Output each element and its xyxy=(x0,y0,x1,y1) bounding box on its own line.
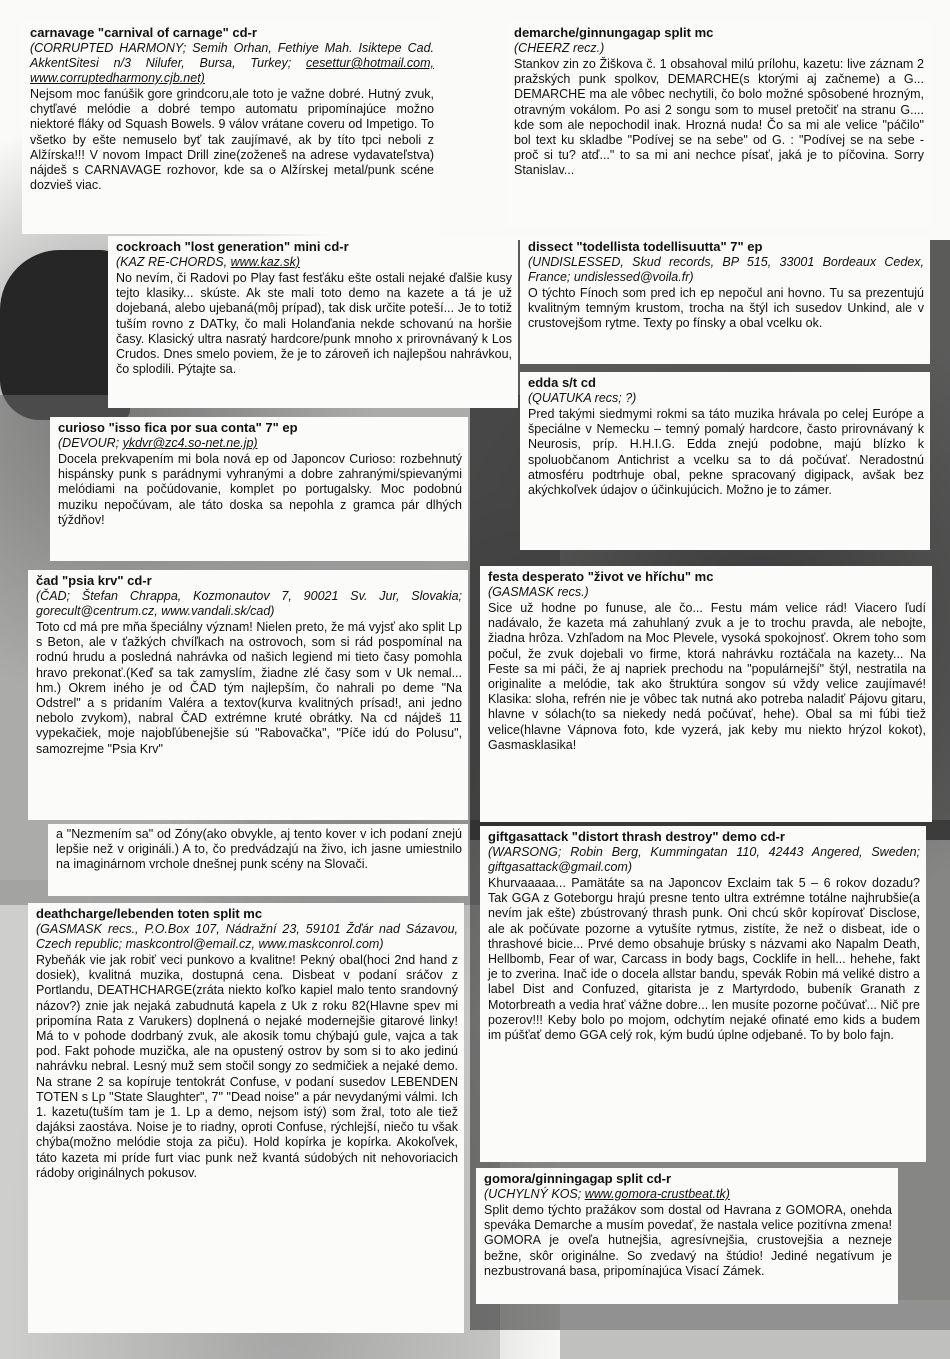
review-title: festa desperato "život ve hříchu" mc xyxy=(488,569,714,584)
review-label-info: (QUATUKA recs; ?) xyxy=(528,391,637,405)
review-label-info: (KAZ RE-CHORDS, www.kaz.sk) xyxy=(116,255,301,269)
review-text: Rybeňák vie jak robiť veci punkovo a kvalitne! Pekný obal(hoci 2nd hand z dosiek), kvalitná muzika, dostupná cena. Disbeat v podaní sráčov z Portlandu, DEATHCHARGE(zráta niekto koľko kapiel malo tento srandovný názov?) znie jak nejaká zabudnutá kapela z Uk z roku 82(Hlavne spev mi pripomína Rata z Varukers) doplnená o nejaké modernejšie gitarové linky! Má to v pohode dodrbaný zvuk, ale akosik tomu chýbajú gule, vajca a tak pod. Fakt pohode muzička, ale na opustený ostrov by som si to ako jedinú nahrávku nebral. Lesný muž sem stočil songy zo sedmičiek a nejaké demo. Na strane 2 sa kopíruje tentokrát Confuse, v podaní susedov LEBENDEN TOTEN s Lp "State Slaughter", 7" "Dead noise" a pár nevydanými válmi. Ich 1. kazetu(tuším tam je 1. Lp a demo, nejsom istý) som žral, toto ale tiež dajáksi zaostáva. Noise je to riadny, oproti Confuse, rýchlejší, niečo tu však chýba(možno melódie stoja za piču). Hold kopírka je kopírka. Akokoľvek, táto kazeta mi príde furt viac punk než kvantá súdobých nit nehovoriacich rádoby originálnych pokusov. xyxy=(36,953,458,1180)
review-edda xyxy=(520,372,930,550)
review-text: Split demo týchto pražákov som dostal od Havrana z GOMORA, onehda speváka Demarche a musím povedať, že nastala velice pozitívna zmena! GOMORA je oveľa hutnejšia, agresívnejšia, crustovejšia a nezneje bežne, skôr originálne. So zvedavý na štúdio! Jediné negatívum je nezbustrovaná basa, pripomínajúca Visací Zámek. xyxy=(484,1203,892,1278)
review-label-info: (UNDISLESSED, Skud records, BP 515, 33001 Bordeaux Cedex, France; undislessed@voila.fr) xyxy=(528,255,924,284)
review-title: giftgasattack "distort thrash destroy" demo cd-r xyxy=(488,829,785,844)
review-text: a "Nezmením sa" od Zóny(ako obvykle, aj tento kover v ich podaní znejú lepšie než v origináli.) A to, čo predvádzajú na živo, ich jasne umiestnilo na imaginárnom vrchole dnešnej punk scény na Slovači. xyxy=(56,827,462,872)
review-text: O týchto Fínoch som pred ich ep nepočul ani hovno. Tu sa prezentujú kvalitným temným krustom, trocha na štýl ich susedov Unkind, ale v crustovejšom rytme. Texty po fínsky a obal vcelku ok. xyxy=(528,286,924,331)
review-curioso xyxy=(50,417,468,561)
review-title: edda s/t cd xyxy=(528,375,596,390)
review-label-info: (ČAD; Štefan Chrappa, Kozmonautov 7, 90021 Sv. Jur, Slovakia; gorecult@centrum.cz, www.vandali.sk/cad) xyxy=(36,589,462,618)
review-title: čad "psia krv" cd-r xyxy=(36,573,152,588)
review-text: No nevím, či Radovi po Play fast fesťáku ešte ostali nejaké ďalšie kusy tejto klasiky... skúste. Ak ste mali toto demo na kazete a tá je už dojebaná, alebo ujebaná(môj prípad), tak disk určite poteší... Je to totiž tuším rovno z DATky, čo mali Holanďania nekde schovanú na horšie časy. Klasický ultra nasratý hardcore/punk mnoho x prirovnávaný k Los Crudos. Dnes smelo poviem, že je to zároveň ich najlepšou nahrávkou, čo splodili. Pýtajte sa. xyxy=(116,271,512,377)
review-label-info: (WARSONG; Robin Berg, Kummingatan 110, 42443 Angered, Sweden; giftgasattack@gmail.com) xyxy=(488,845,920,874)
review-title: curioso "isso fica por sua conta" 7" ep xyxy=(58,420,298,435)
review-festa-desperato xyxy=(480,566,932,822)
review-label-info: (CHEERZ recz.) xyxy=(514,41,605,55)
review-text: Nejsom moc fanúšik gore grindcoru,ale toto je važne dobré. Hutný zvuk, chytľavé melódie a dobré tempo automatu pripomínajúce možno niektoré fláky od Squash Bowels. 9 válov vrátane coveru od Impetigo. To všetko by ešte nemuselo byť tak zaujímavé, ak by títo tpci neboli z Alžírska!!! V novom Impact Drill zine(zoženeš na adrese vydavateľstva) nájdeš s CARNAVAGE rozhovor, kde sa o Alžírskej metal/punk scéne dozvieš viac. xyxy=(30,87,434,193)
review-demarche xyxy=(506,22,930,228)
review-cockroach xyxy=(108,236,518,408)
review-dissect xyxy=(520,236,930,364)
review-label-info: (GASMASK recs., P.O.Box 107, Nádražní 23, 59101 Žďár nad Sázavou, Czech republic; maskcontrol@email.cz, www.maskconrol.com) xyxy=(36,922,458,951)
review-label-info: (CORRUPTED HARMONY; Semih Orhan, Fethiye Mah. Isiktepe Cad. AkkentSitesi n/3 Nilufer, Bursa, Turkey; cesettur@hotmail.com, www.corruptedharmony.cjb.net) xyxy=(30,41,434,85)
review-cad xyxy=(28,570,468,820)
review-title: gomora/ginningagap split cd-r xyxy=(484,1171,672,1186)
review-title: cockroach "lost generation" mini cd-r xyxy=(116,239,349,254)
review-text: Sice už hodne po funuse, ale čo... Festu mám velice rád! Viacero ľudí nadávalo, že kazeta má zahuhlaný zvuk a je to trochu pravda, ale nebojte, žiadna hrôza. Vzhľadom na Moc Plevele, vysoká spokojnosť. Okrem toho som počul, že zvuk dojebali vo firme, ktorá nahrávku roztáčala na kazety... Na Feste sa mi páči, že aj napriek prechodu na "populárnejší" štýl, nestratila na originalite a melódie, tak ako štruktúra songov sú vždy velice zaujímavé! Klasika: sloha, refrén nie je vôbec tak nutná ako potreba naladiť Pájovu gitaru, hlavne v sólach(to sa niekedy nedá počúvať, hehe). Obal sa mi fúbi tiež velice(hlavne Vápnova foto, kde vyzerá, jak keby mu niekto hrýzol kokot), Gasmasklasika! xyxy=(488,601,926,752)
review-text: Stankov zin zo Žiškova č. 1 obsahoval milú prílohu, kazetu: live záznam 2 pražských punk spolkov, DEMARCHE(s ktorými aj začneme) a G... DEMARCHE ma ale vôbec nechytili, čo bolo možné spôsobené hrozným, otravným vokálom. Po asi 2 songu som to musel pretočiť na stranu G.... kde som ale nepochodil inak. Hrozná nuda! Čo sa mi ale velice "páčilo" bol text ku skladbe "Podívej se na sebe" od G. : "Podívej se na sebe - proč si tu? atď..." to sa mi ani nechce písať, jaká je to píčovina. Sorry Stanislav... xyxy=(514,57,924,178)
background-photo-bottom-right xyxy=(560,1300,950,1359)
review-label-info: (DEVOUR; ykdvr@zc4.so-net.ne.jp) xyxy=(58,436,258,450)
review-title: demarche/ginnungagap split mc xyxy=(514,25,714,40)
review-text: Khurvaaaaa... Pamätáte sa na Japoncov Exclaim tak 5 – 6 rokov dozadu? Tak GGA z Goteborgu hrajú presne tento ultra extrémne totálne najhrubšie(a nevím jak ešte) zbústrovaný thrash punk. Oni chcú skôr kopírovať Disclose, ale ak počúvate pozorne a vytušíte rytmus, zistíte, že než o disbeat, ide o thrashové bicie... Prvé demo obsahuje brúsky s názvami ako Napalm Death, Hellbomb, Fear of war, Carcass in body bags, Cocklife in hell... hehehe, fakt je to zverina. Inač ide o docela allstar bandu, spevák Robin má veliké distro a label Dist and Confuzed, gitarista je z Martyrdodo, bubeník Granath z Motorbreath a vedia hrať vážne dobre... len musíte pozorne počúvať... Nič pre pozerov!!! Keby bolo po mojom, odchytím nejaké ofinaté emo kids a budem im púšťať demo GGA celý rok, kým budú úplne odjebané. To by bolo fajn. xyxy=(488,876,920,1043)
review-title: dissect "todellista todellisuutta" 7" ep xyxy=(528,239,763,254)
review-label-info: (UCHYLNÝ KOS; www.gomora-crustbeat.tk) xyxy=(484,1187,730,1201)
review-gomora xyxy=(476,1168,898,1304)
review-text: Toto cd má pre mňa špeciálny význam! Nielen preto, že má vyjsť ako split Lp s Beton, ale v ťažkých chvíľkach na ostrovoch, som si rád pospomínal na rodnú hrudu a posledná nahrávka od našich legiend mi tieto časy pomohla hravo prekonať.(Keď sa tak zamyslím, žiadne zlé časy som v Uk nemal... hm.) Okrem iného je od ČAD tým najlepším, čo nahrali po deme "Na Odstrel" a s pridaním Valéra a textov(kurva kvalitných prísad!, ani jedno nebolo zvykom), nabral ČAD extrémne kruté obrátky. Na cd nájdeš 11 vypekačiek, moje najobľúbenejšie sú "Rabovačka", "Píče idú do Polusu", samozrejme "Psia Krv" xyxy=(36,620,462,756)
review-giftgasattack xyxy=(480,826,926,1162)
review-carnavage xyxy=(22,22,440,234)
review-text: Docela prekvapením mi bola nová ep od Japoncov Curioso: rozbehnutý hispánsky punk s parádnymi vyhranými a dobre zahranými/spievanými melódiami na počúdovanie, komplet po portugalsky. Moc podobnú muziku nepočúvam, ale táto doska sa nepohla z gramca pár dlhých týždňov! xyxy=(58,452,462,527)
review-text: Pred takými siedmymi rokmi sa táto muzika hrávala po celej Európe a špeciálne v Nemecku – temný pomalý hardcore, často prirovnávaný k Neurosis, príp. H.H.I.G. Edda znejú podobne, majú blízko k spoluobčanom Antichrist a vcelku sa to dá počúvať. Neradostnú atmosféru podtrhuje obal, pekne spracovaný digipack, avšak bez akýchkoľvek údajov o účinkujúcich. Možno je to zámer. xyxy=(528,407,924,498)
review-label-info: (GASMASK recs.) xyxy=(488,585,589,599)
review-cad-continued xyxy=(48,824,468,896)
review-deathcharge xyxy=(28,903,464,1333)
review-title: deathcharge/lebenden toten split mc xyxy=(36,906,263,921)
review-title: carnavage "carnival of carnage" cd-r xyxy=(30,25,257,40)
